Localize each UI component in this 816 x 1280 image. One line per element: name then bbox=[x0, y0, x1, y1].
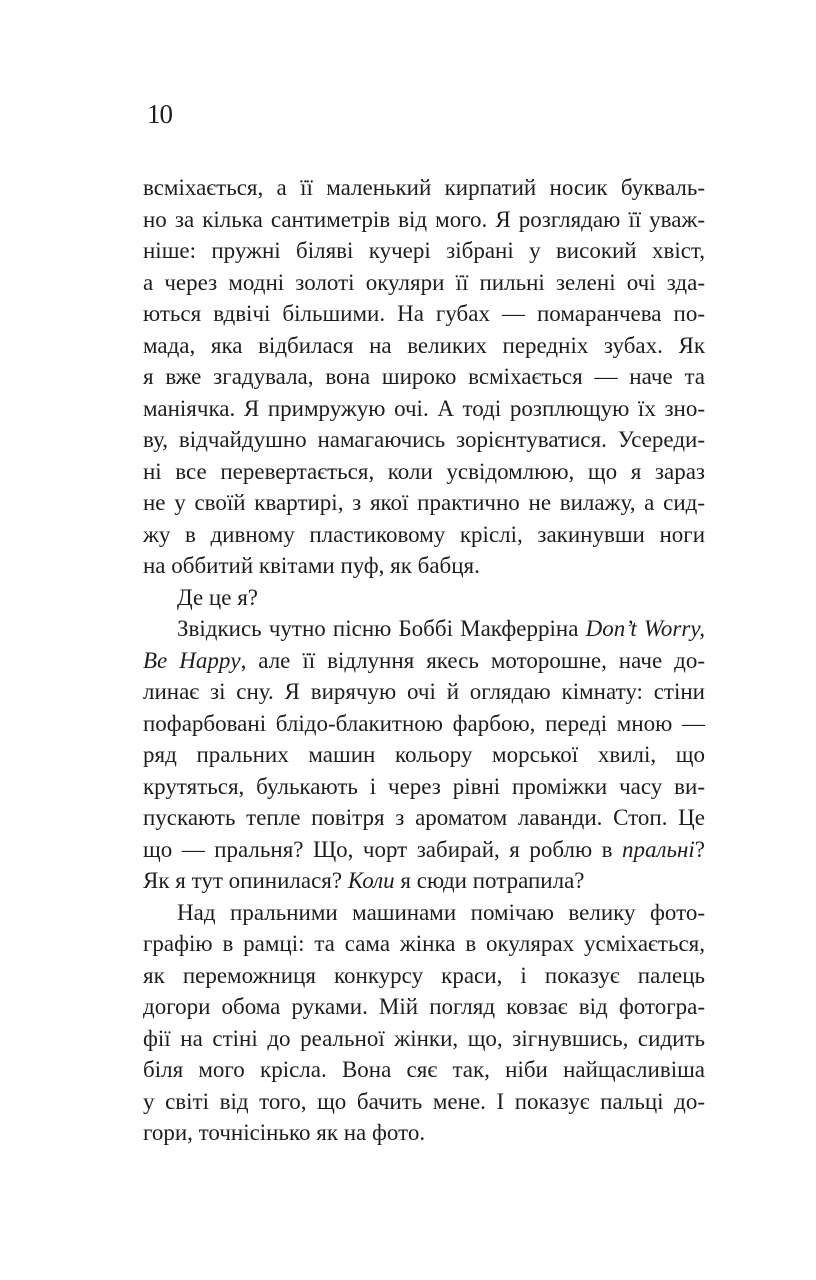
text-line bbox=[143, 676, 705, 708]
text-line bbox=[143, 424, 705, 456]
italic-text-segment: пральні bbox=[621, 836, 695, 862]
text-line bbox=[143, 550, 705, 582]
text-line bbox=[143, 739, 705, 771]
text-segment: що — пральня? Що, чорт забирай, я роблю в bbox=[143, 836, 622, 862]
body-text bbox=[143, 172, 705, 1149]
text-segment: біля мого крісла. Вона сяє так, ніби найщасливіша bbox=[143, 1057, 705, 1082]
text-line bbox=[143, 393, 705, 425]
text-line bbox=[143, 456, 705, 488]
text-segment: ? bbox=[694, 836, 705, 862]
text-segment: а через модні золоті окуляри її пильні зелені очі зда- bbox=[143, 269, 705, 295]
italic-text-segment: Be Happy bbox=[143, 647, 241, 673]
page-number: 10 bbox=[147, 99, 172, 129]
text-line bbox=[143, 865, 705, 897]
text-segment: всміхається, а її маленький кирпатий носик букваль- bbox=[143, 175, 705, 200]
text-segment: ву, відчайдушно намагаючись зорієнтуватися. Усереди- bbox=[143, 427, 705, 452]
text-line bbox=[143, 487, 705, 519]
text-line bbox=[143, 330, 705, 362]
text-line bbox=[143, 298, 705, 330]
text-segment: гори, точнісінько як на фото. bbox=[143, 1120, 426, 1145]
text-segment: графію в рамці: та сама жінка в окулярах усміхається, bbox=[143, 931, 705, 956]
text-segment: не у своїй квартирі, з якої практично не вилажу, а сид- bbox=[143, 490, 705, 515]
text-line bbox=[143, 1086, 705, 1118]
text-segment: крутяться, булькають і через рівні проміжки часу ви- bbox=[143, 773, 705, 799]
text-segment: як переможниця конкурсу краси, і показує палець bbox=[143, 962, 705, 988]
text-line bbox=[143, 613, 705, 645]
text-line bbox=[143, 361, 705, 393]
text-line bbox=[143, 582, 705, 614]
text-segment: пофарбовані блідо-блакитною фарбою, переді мною — bbox=[143, 710, 705, 736]
text-line bbox=[143, 834, 705, 866]
text-line bbox=[143, 708, 705, 740]
text-segment: я вже згадувала, вона широко всміхається — наче та bbox=[143, 364, 705, 389]
text-segment: догори обома руками. Мій погляд ковзає від фотогра- bbox=[143, 994, 705, 1019]
text-segment: жу в дивному пластиковому кріслі, закинувши ноги bbox=[143, 521, 705, 547]
italic-text-segment: Коли bbox=[347, 868, 395, 893]
text-segment: , але її відлуння якесь моторошне, наче до- bbox=[240, 647, 706, 673]
text-segment: но за кілька сантиметрів від мого. Я розглядаю її уваж- bbox=[143, 206, 705, 232]
text-line bbox=[143, 960, 705, 992]
text-segment: линає зі сну. Я вирячую очі й оглядаю кімнату: стіни bbox=[143, 679, 705, 704]
text-line bbox=[143, 645, 705, 677]
text-segment: у світі від того, що бачить мене. І показує пальці до- bbox=[143, 1088, 705, 1114]
text-line bbox=[143, 204, 705, 236]
text-line bbox=[143, 802, 705, 834]
text-segment: фії на стіні до реальної жінки, що, зігнувшись, сидить bbox=[143, 1025, 705, 1051]
text-line bbox=[143, 1117, 705, 1149]
text-segment: мада, яка відбилася на великих передніх зубах. Як bbox=[143, 332, 705, 358]
text-line bbox=[143, 991, 705, 1023]
text-line bbox=[143, 897, 705, 929]
text-line bbox=[143, 928, 705, 960]
text-line bbox=[143, 771, 705, 803]
text-segment: Як я тут опинилася? bbox=[143, 868, 348, 893]
text-segment: маніячка. Я примружую очі. А тоді розплющую їх зно- bbox=[143, 395, 705, 421]
text-segment: ються вдвічі більшими. На губах — помаранчева по- bbox=[143, 301, 705, 326]
text-segment: на оббитий квітами пуф, як бабця. bbox=[143, 553, 480, 578]
text-segment: я сюди потрапила? bbox=[394, 868, 585, 893]
text-line bbox=[143, 1054, 705, 1086]
text-line bbox=[143, 267, 705, 299]
text-line bbox=[143, 235, 705, 267]
text-segment: ніше: пружні біляві кучері зібрані у високий хвіст, bbox=[143, 238, 705, 263]
text-line bbox=[143, 519, 705, 551]
text-segment: Звідкись чутно пісню Боббі Макферріна bbox=[177, 616, 586, 641]
text-segment: ні все перевертається, коли усвідомлюю, що я зараз bbox=[143, 458, 705, 484]
text-segment: Над пральними машинами помічаю велику фото- bbox=[177, 899, 705, 925]
text-line bbox=[143, 172, 705, 204]
text-segment: пускають тепле повітря з ароматом лаванди. Стоп. Це bbox=[143, 805, 705, 830]
text-line bbox=[143, 1023, 705, 1055]
italic-text-segment: Don’t Worry, bbox=[585, 616, 706, 641]
text-segment: ряд пральних машин кольору морської хвилі, що bbox=[143, 742, 705, 767]
text-segment: Де це я? bbox=[177, 584, 258, 610]
